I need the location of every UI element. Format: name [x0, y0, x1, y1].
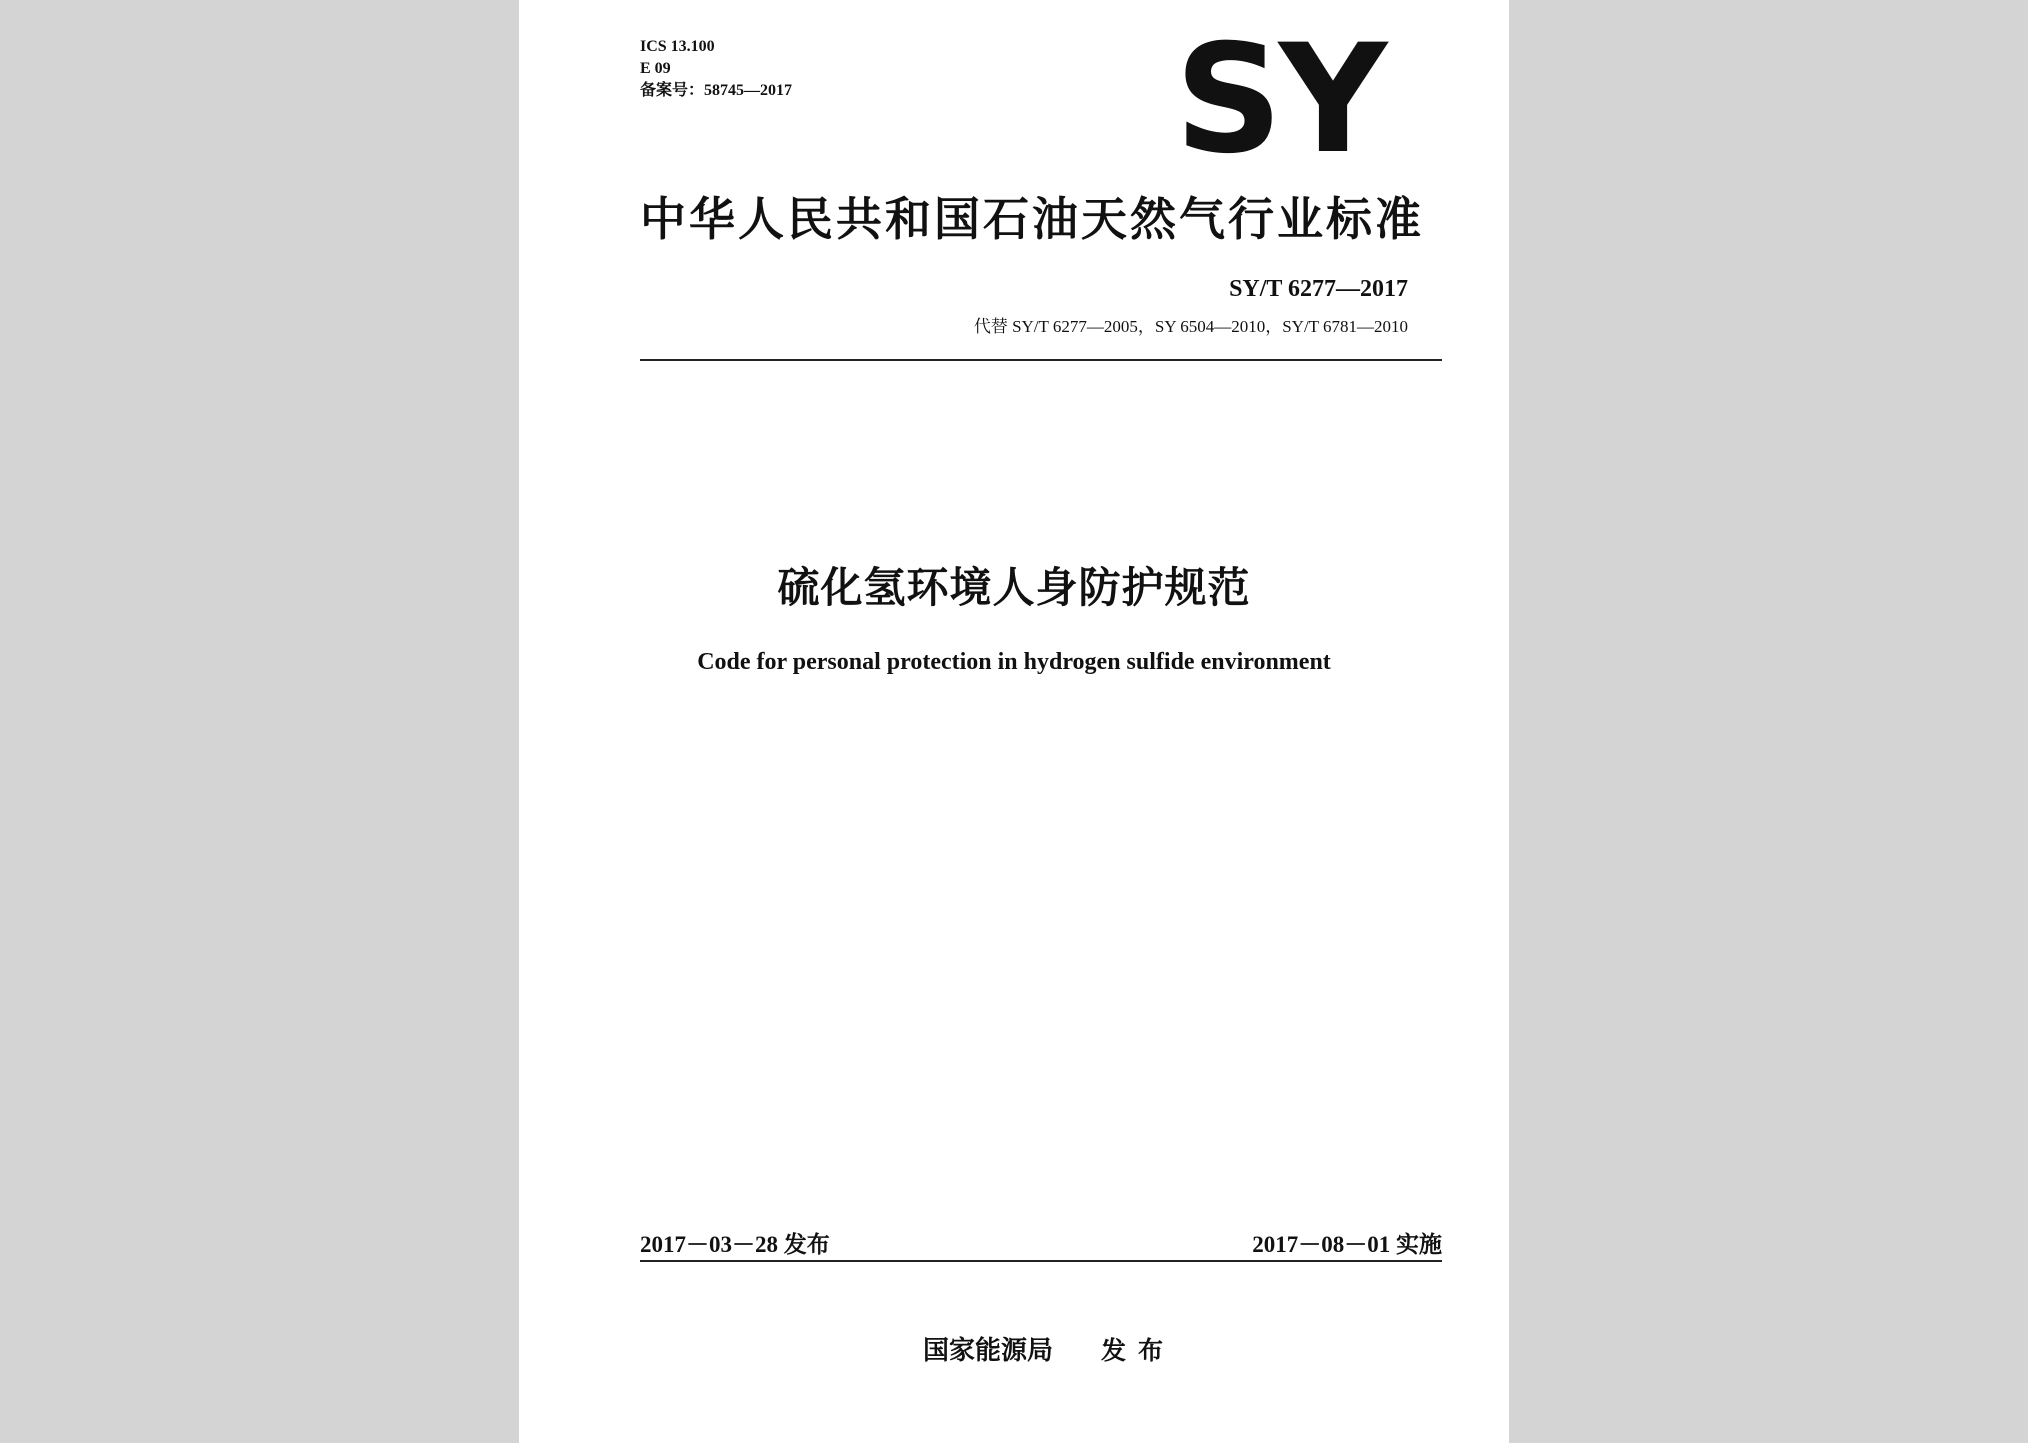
document-title-chinese: 硫化氢环境人身防护规范 — [777, 563, 1251, 612]
sy-logo — [1169, 26, 1389, 166]
record-number: 备案号：58745—2017 — [640, 82, 793, 99]
standard-meta — [640, 36, 792, 102]
document-page — [519, 0, 1509, 1443]
organization-title: 中华人民共和国石油天然气行业标准 — [640, 192, 1424, 246]
issue-date: 2017－03－28 发布 — [640, 1232, 830, 1257]
ics-code: ICS 13.100 — [640, 38, 715, 55]
header-divider — [640, 359, 1442, 361]
replaces-standards: 代替 SY/T 6277—2005，SY 6504—2010，SY/T 6781—2010 — [973, 317, 1408, 336]
publish-label: 发布 — [1101, 1336, 1176, 1365]
standard-number: SY/T 6277—2017 — [1229, 276, 1408, 302]
footer-divider — [640, 1260, 1442, 1262]
implementation-date: 2017－08－01 实施 — [1252, 1232, 1442, 1257]
category-code: E 09 — [640, 60, 671, 77]
document-title-english: Code for personal protection in hydrogen sulfide environment — [697, 649, 1331, 675]
sy-logo-text: SY — [1174, 26, 1384, 166]
publisher-name: 国家能源局 — [923, 1336, 1054, 1366]
